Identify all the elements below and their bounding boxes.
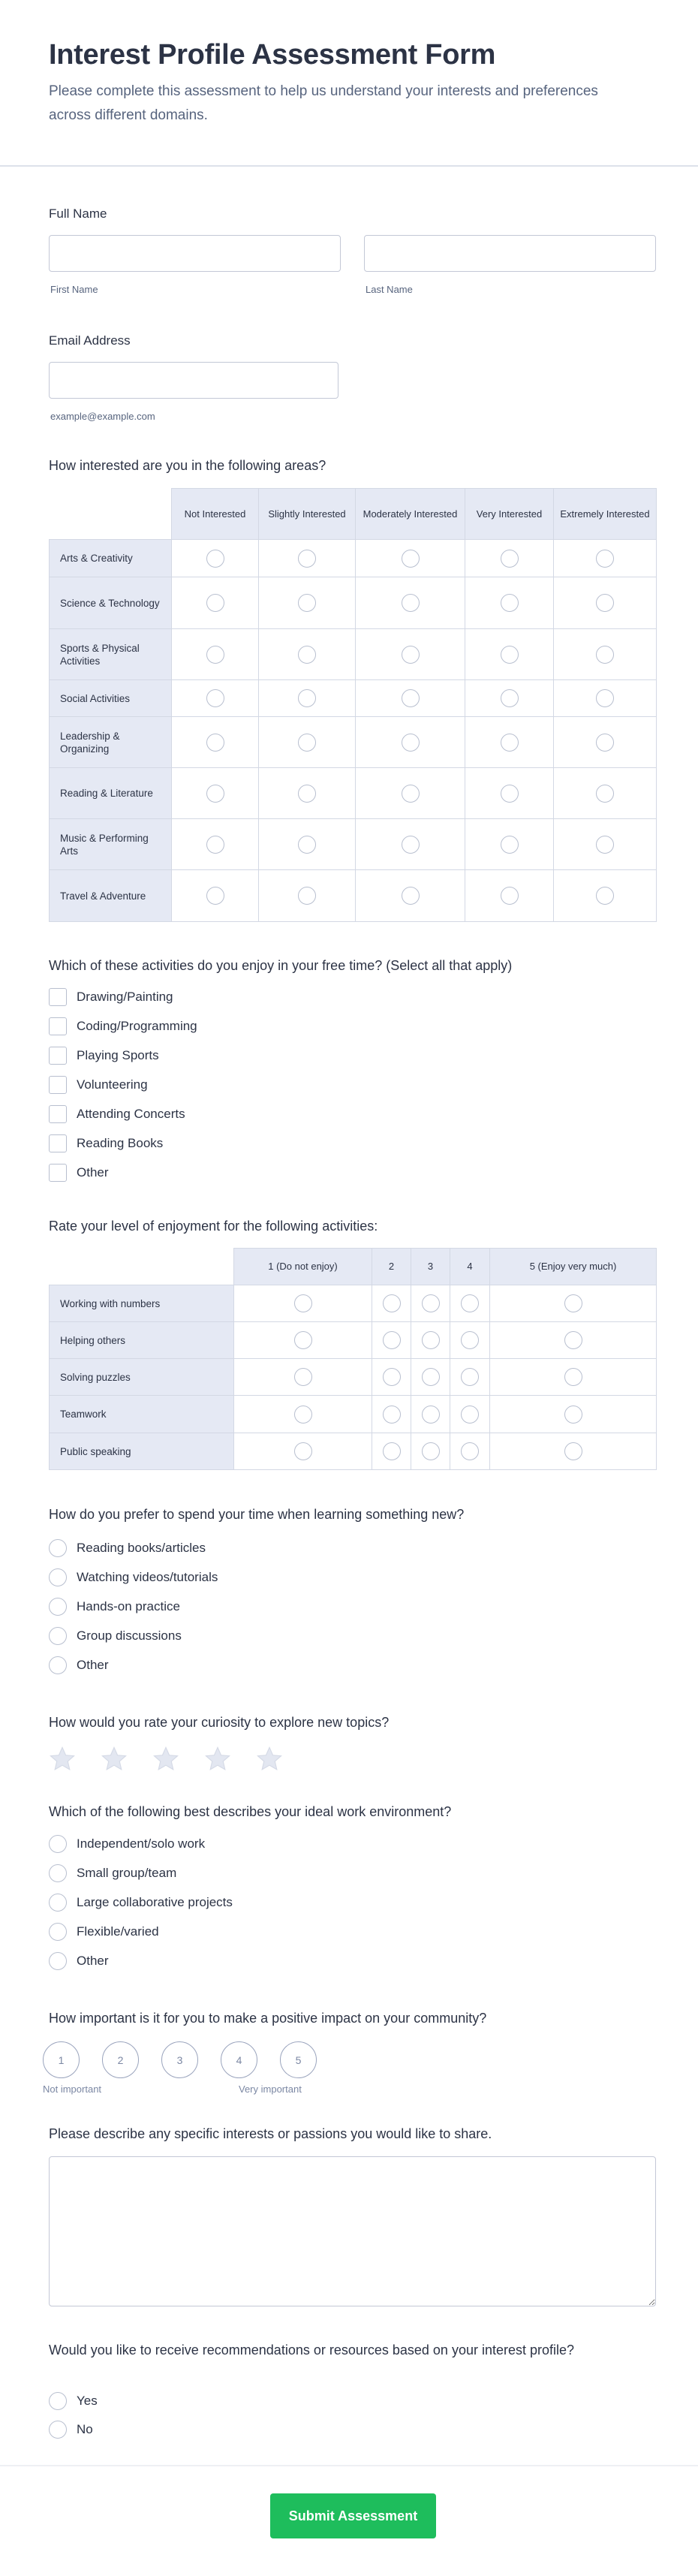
option-label: Volunteering [77, 1077, 148, 1092]
option-label: Coding/Programming [77, 1019, 197, 1033]
checkbox-option[interactable] [49, 1105, 185, 1123]
matrix-cell [355, 628, 465, 680]
checkbox[interactable] [49, 1076, 67, 1094]
matrix-radio[interactable] [422, 1442, 440, 1460]
radio-option[interactable] [49, 1656, 109, 1674]
matrix-column-header: 3 [411, 1248, 450, 1285]
matrix-radio[interactable] [206, 594, 224, 612]
last-name-sublabel: Last Name [366, 284, 413, 295]
star-icon[interactable] [101, 1746, 128, 1772]
impact-high-label: Very important [239, 2083, 302, 2095]
curiosity-question: How would you rate your curiosity to explore new topics? [49, 1715, 390, 1730]
matrix-cell [553, 577, 657, 629]
matrix-radio[interactable] [206, 734, 224, 752]
matrix-cell [258, 869, 356, 922]
matrix-radio[interactable] [461, 1442, 479, 1460]
matrix-cell [450, 1285, 490, 1322]
scale-option[interactable]: 1 [43, 2041, 80, 2078]
matrix-radio[interactable] [596, 734, 614, 752]
matrix-radio[interactable] [422, 1294, 440, 1312]
matrix-cell [355, 679, 465, 717]
option-label: Flexible/varied [77, 1924, 159, 1939]
scale-option[interactable]: 3 [161, 2041, 198, 2078]
checkbox[interactable] [49, 1134, 67, 1152]
email-sublabel: example@example.com [50, 411, 155, 422]
matrix-radio[interactable] [298, 689, 316, 707]
matrix-radio[interactable] [298, 887, 316, 905]
option-label: Group discussions [77, 1628, 182, 1643]
matrix-radio[interactable] [461, 1294, 479, 1312]
matrix-cell [171, 716, 259, 768]
matrix-column-header: Extremely Interested [553, 488, 657, 540]
matrix-column-header: 1 (Do not enjoy) [233, 1248, 372, 1285]
radio-option[interactable] [49, 1568, 218, 1586]
matrix-row-label: Public speaking [49, 1433, 234, 1470]
matrix-radio[interactable] [383, 1331, 401, 1349]
matrix-cell [465, 767, 554, 819]
matrix-radio[interactable] [298, 646, 316, 664]
matrix-cell [489, 1285, 657, 1322]
matrix-cell [171, 679, 259, 717]
matrix-cell [553, 818, 657, 870]
matrix-cell [171, 869, 259, 922]
matrix-radio[interactable] [564, 1406, 582, 1424]
matrix-radio[interactable] [501, 646, 519, 664]
matrix-radio[interactable] [294, 1294, 312, 1312]
matrix-cell [465, 716, 554, 768]
radio-option[interactable] [49, 1598, 180, 1616]
matrix-radio[interactable] [461, 1368, 479, 1386]
matrix-row-label: Arts & Creativity [49, 539, 172, 577]
matrix-radio[interactable] [501, 785, 519, 803]
matrix-radio[interactable] [501, 689, 519, 707]
matrix-column-header: 5 (Enjoy very much) [489, 1248, 657, 1285]
option-label: Watching videos/tutorials [77, 1570, 218, 1584]
matrix-cell [355, 539, 465, 577]
matrix-radio[interactable] [596, 689, 614, 707]
scale-option[interactable]: 4 [221, 2041, 257, 2078]
checkbox-option[interactable] [49, 1164, 109, 1182]
matrix-cell [233, 1395, 372, 1433]
enjoyment-matrix-question: Rate your level of enjoyment for the following activities: [49, 1219, 378, 1234]
matrix-column-header: 2 [372, 1248, 411, 1285]
radio-button[interactable] [49, 1923, 67, 1941]
email-input[interactable] [49, 362, 338, 399]
first-name-sublabel: First Name [50, 284, 98, 295]
matrix-row-label: Helping others [49, 1321, 234, 1359]
star-icon[interactable] [256, 1746, 283, 1772]
matrix-row-label: Music & Performing Arts [49, 818, 172, 870]
matrix-radio[interactable] [206, 785, 224, 803]
option-label: Reading Books [77, 1136, 164, 1150]
option-label: Hands-on practice [77, 1599, 180, 1613]
matrix-radio[interactable] [422, 1331, 440, 1349]
radio-button[interactable] [49, 2392, 67, 2410]
radio-option[interactable] [49, 2421, 93, 2439]
impact-low-label: Not important [43, 2083, 102, 2095]
matrix-radio[interactable] [294, 1368, 312, 1386]
last-name-input[interactable] [364, 235, 656, 272]
matrix-cell [450, 1358, 490, 1396]
matrix-cell [411, 1321, 450, 1359]
matrix-cell [489, 1395, 657, 1433]
matrix-cell [411, 1395, 450, 1433]
matrix-cell [171, 577, 259, 629]
matrix-cell [465, 679, 554, 717]
option-label: Large collaborative projects [77, 1895, 233, 1909]
matrix-radio[interactable] [501, 836, 519, 854]
matrix-cell [465, 869, 554, 922]
first-name-input[interactable] [49, 235, 341, 272]
matrix-cell [465, 577, 554, 629]
matrix-radio[interactable] [402, 734, 420, 752]
option-label: Playing Sports [77, 1048, 159, 1062]
matrix-cell [258, 818, 356, 870]
matrix-radio[interactable] [596, 836, 614, 854]
matrix-cell [465, 539, 554, 577]
matrix-radio[interactable] [596, 646, 614, 664]
radio-button[interactable] [49, 1539, 67, 1557]
matrix-radio[interactable] [402, 646, 420, 664]
radio-option[interactable] [49, 1627, 182, 1645]
radio-button[interactable] [49, 1894, 67, 1912]
matrix-cell [171, 539, 259, 577]
matrix-row-label: Social Activities [49, 679, 172, 717]
email-label: Email Address [49, 333, 131, 348]
matrix-radio[interactable] [564, 1331, 582, 1349]
page-title: Interest Profile Assessment Form [49, 39, 496, 71]
option-label: No [77, 2422, 93, 2436]
radio-button[interactable] [49, 1627, 67, 1645]
checkbox-option[interactable] [49, 1017, 197, 1035]
matrix-radio[interactable] [501, 550, 519, 568]
star-icon[interactable] [49, 1746, 76, 1772]
matrix-radio[interactable] [294, 1331, 312, 1349]
checkbox-option[interactable] [49, 1134, 163, 1152]
checkbox-option[interactable] [49, 1076, 148, 1094]
radio-button[interactable] [49, 2421, 67, 2439]
matrix-cell [171, 767, 259, 819]
interest-matrix-question: How interested are you in the following areas? [49, 458, 326, 473]
footer-divider [0, 2465, 698, 2466]
matrix-radio[interactable] [461, 1406, 479, 1424]
matrix-cell [553, 869, 657, 922]
option-label: Other [77, 1658, 109, 1672]
header-divider [0, 165, 698, 167]
full-name-label: Full Name [49, 206, 107, 221]
option-label: Small group/team [77, 1866, 177, 1880]
radio-option[interactable] [49, 2392, 98, 2410]
matrix-cell [233, 1433, 372, 1470]
matrix-radio[interactable] [501, 887, 519, 905]
radio-button[interactable] [49, 1835, 67, 1853]
matrix-radio[interactable] [422, 1406, 440, 1424]
matrix-cell [372, 1433, 411, 1470]
checkbox[interactable] [49, 1164, 67, 1182]
matrix-radio[interactable] [206, 550, 224, 568]
matrix-radio[interactable] [402, 550, 420, 568]
work-environment-question: Which of the following best describes your ideal work environment? [49, 1804, 452, 1819]
matrix-row-label: Working with numbers [49, 1285, 234, 1322]
matrix-row-label: Solving puzzles [49, 1358, 234, 1396]
matrix-radio[interactable] [383, 1442, 401, 1460]
matrix-radio[interactable] [402, 887, 420, 905]
matrix-cell [258, 539, 356, 577]
matrix-cell [171, 818, 259, 870]
matrix-radio[interactable] [461, 1331, 479, 1349]
matrix-column-header: Moderately Interested [355, 488, 465, 540]
matrix-cell [553, 628, 657, 680]
option-label: Yes [77, 2394, 98, 2408]
matrix-cell [450, 1395, 490, 1433]
matrix-cell [553, 679, 657, 717]
matrix-radio[interactable] [298, 734, 316, 752]
matrix-cell [355, 767, 465, 819]
matrix-radio[interactable] [298, 836, 316, 854]
option-label: Reading books/articles [77, 1541, 206, 1555]
passions-question: Please describe any specific interests or passions you would like to share. [49, 2126, 492, 2141]
matrix-cell [489, 1433, 657, 1470]
matrix-radio[interactable] [383, 1368, 401, 1386]
matrix-cell [411, 1358, 450, 1396]
matrix-cell [372, 1395, 411, 1433]
matrix-radio[interactable] [402, 836, 420, 854]
checkbox[interactable] [49, 1017, 67, 1035]
radio-option[interactable] [49, 1864, 176, 1882]
matrix-radio[interactable] [596, 550, 614, 568]
matrix-cell [233, 1285, 372, 1322]
checkbox-option[interactable] [49, 988, 173, 1006]
matrix-radio[interactable] [564, 1442, 582, 1460]
matrix-cell [411, 1433, 450, 1470]
matrix-radio[interactable] [422, 1368, 440, 1386]
matrix-radio[interactable] [294, 1406, 312, 1424]
matrix-row-label: Teamwork [49, 1395, 234, 1433]
matrix-row-label: Leadership & Organizing [49, 716, 172, 768]
matrix-radio[interactable] [206, 836, 224, 854]
matrix-cell [258, 577, 356, 629]
matrix-radio[interactable] [206, 689, 224, 707]
radio-button[interactable] [49, 1864, 67, 1882]
option-label: Independent/solo work [77, 1836, 206, 1851]
radio-button[interactable] [49, 1598, 67, 1616]
passions-textarea[interactable] [49, 2156, 656, 2306]
matrix-column-header: Slightly Interested [258, 488, 356, 540]
matrix-cell [233, 1321, 372, 1359]
matrix-radio[interactable] [402, 594, 420, 612]
radio-option[interactable] [49, 1952, 109, 1970]
matrix-cell [465, 818, 554, 870]
impact-question: How important is it for you to make a positive impact on your community? [49, 2011, 487, 2026]
matrix-cell [355, 716, 465, 768]
matrix-cell [258, 628, 356, 680]
option-label: Other [77, 1165, 109, 1180]
matrix-cell [171, 628, 259, 680]
checkbox[interactable] [49, 1047, 67, 1065]
matrix-radio[interactable] [501, 594, 519, 612]
matrix-radio[interactable] [298, 594, 316, 612]
matrix-row-label: Travel & Adventure [49, 869, 172, 922]
matrix-radio[interactable] [501, 734, 519, 752]
matrix-row-label: Science & Technology [49, 577, 172, 629]
star-icon[interactable] [204, 1746, 231, 1772]
matrix-cell [553, 767, 657, 819]
activities-question: Which of these activities do you enjoy in your free time? (Select all that apply) [49, 958, 513, 973]
checkbox[interactable] [49, 988, 67, 1006]
radio-button[interactable] [49, 1656, 67, 1674]
matrix-cell [465, 628, 554, 680]
radio-option[interactable] [49, 1894, 233, 1912]
matrix-cell [450, 1321, 490, 1359]
matrix-radio[interactable] [402, 785, 420, 803]
recommendations-question: Would you like to receive recommendations or resources based on your interest profile? [49, 2343, 575, 2358]
matrix-row-label: Reading & Literature [49, 767, 172, 819]
matrix-radio[interactable] [298, 785, 316, 803]
matrix-cell [258, 679, 356, 717]
radio-button[interactable] [49, 1568, 67, 1586]
matrix-cell [233, 1358, 372, 1396]
matrix-column-header: 4 [450, 1248, 490, 1285]
matrix-radio[interactable] [206, 646, 224, 664]
option-label: Other [77, 1954, 109, 1968]
submit-button[interactable]: Submit Assessment [270, 2493, 436, 2538]
scale-option[interactable]: 2 [102, 2041, 139, 2078]
option-label: Attending Concerts [77, 1107, 185, 1121]
scale-option[interactable]: 5 [280, 2041, 317, 2078]
option-label: Drawing/Painting [77, 990, 173, 1004]
matrix-cell [258, 767, 356, 819]
matrix-radio[interactable] [402, 689, 420, 707]
matrix-column-header: Not Interested [171, 488, 259, 540]
matrix-radio[interactable] [596, 887, 614, 905]
matrix-cell [450, 1433, 490, 1470]
matrix-radio[interactable] [383, 1406, 401, 1424]
radio-option[interactable] [49, 1539, 206, 1557]
radio-option[interactable] [49, 1835, 205, 1853]
matrix-row-label: Sports & Physical Activities [49, 628, 172, 680]
star-icon[interactable] [152, 1746, 179, 1772]
matrix-cell [372, 1285, 411, 1322]
matrix-cell [372, 1358, 411, 1396]
matrix-cell [258, 716, 356, 768]
radio-option[interactable] [49, 1923, 159, 1941]
matrix-cell [489, 1321, 657, 1359]
matrix-radio[interactable] [298, 550, 316, 568]
matrix-cell [553, 716, 657, 768]
checkbox-option[interactable] [49, 1047, 159, 1065]
matrix-radio[interactable] [383, 1294, 401, 1312]
matrix-radio[interactable] [206, 887, 224, 905]
learning-question: How do you prefer to spend your time when learning something new? [49, 1507, 465, 1522]
matrix-column-header: Very Interested [465, 488, 554, 540]
matrix-radio[interactable] [564, 1368, 582, 1386]
matrix-cell [411, 1285, 450, 1322]
matrix-radio[interactable] [596, 785, 614, 803]
matrix-radio[interactable] [596, 594, 614, 612]
matrix-radio[interactable] [564, 1294, 582, 1312]
matrix-cell [553, 539, 657, 577]
matrix-cell [372, 1321, 411, 1359]
matrix-cell [355, 869, 465, 922]
matrix-cell [489, 1358, 657, 1396]
checkbox[interactable] [49, 1105, 67, 1123]
matrix-radio[interactable] [294, 1442, 312, 1460]
matrix-cell [355, 818, 465, 870]
matrix-cell [355, 577, 465, 629]
radio-button[interactable] [49, 1952, 67, 1970]
page-subtitle: Please complete this assessment to help us understand your interests and preferences across different domains. [49, 83, 598, 123]
